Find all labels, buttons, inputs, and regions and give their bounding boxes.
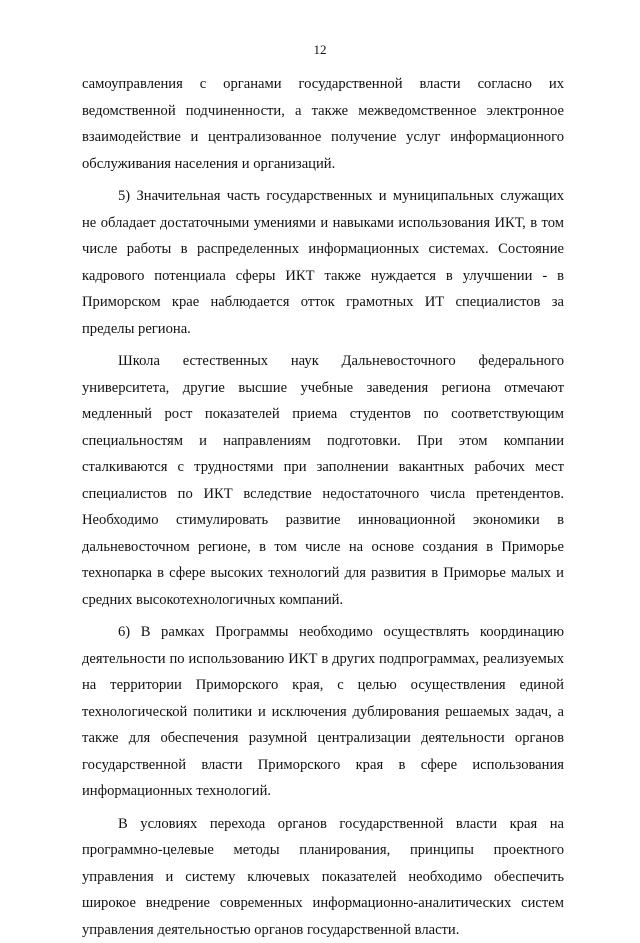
page-number: 12: [0, 42, 640, 58]
paragraph-item-5: 5) Значительная часть государственных и муниципальных служащих не обладает достаточными умениями и навыками использования ИКТ, в том числе работы в распределенных информационных системах. Состояние кадрового потенциала сферы ИКТ также нуждается в улучшении - в Приморском крае наблюдается отток грамотных ИТ специалистов за пределы региона.: [82, 183, 564, 342]
paragraph-item-6: 6) В рамках Программы необходимо осуществлять координацию деятельности по использованию ИКТ в других подпрограммах, реализуемых на территории Приморского края, с целью осуществления единой технологической политики и исключения дублирования решаемых задач, а также для обеспечения разумной централизации деятельности органов государственной власти Приморского края в сфере использования информационных технологий.: [82, 619, 564, 805]
paragraph-program-targeted-methods: В условиях перехода органов государственной власти края на программно-целевые методы планирования, принципы проектного управления и систему ключевых показателей необходимо обеспечить широкое внедрение современных информационно-аналитических систем управления деятельностью органов государственной власти.: [82, 811, 564, 943]
paragraph-continuation: самоуправления с органами государственной власти согласно их ведомственной подчиненности, а также межведомственное электронное взаимодействие и централизованное получение услуг информационного обслуживания населения и организаций.: [82, 71, 564, 177]
paragraph-school-of-sciences: Школа естественных наук Дальневосточного федерального университета, другие высшие учебные заведения региона отмечают медленный рост показателей приема студентов по соответствующим специальностям и направлениям подготовки. При этом компании сталкиваются с трудностями при заполнении вакантных рабочих мест специалистов по ИКТ вследствие недостаточного числа претендентов. Необходимо стимулировать развитие инновационной экономики в дальневосточном регионе, в том числе на основе создания в Приморье технопарка в сфере высоких технологий для развития в Приморье малых и средних высокотехнологичных компаний.: [82, 348, 564, 613]
document-body: [82, 71, 564, 943]
